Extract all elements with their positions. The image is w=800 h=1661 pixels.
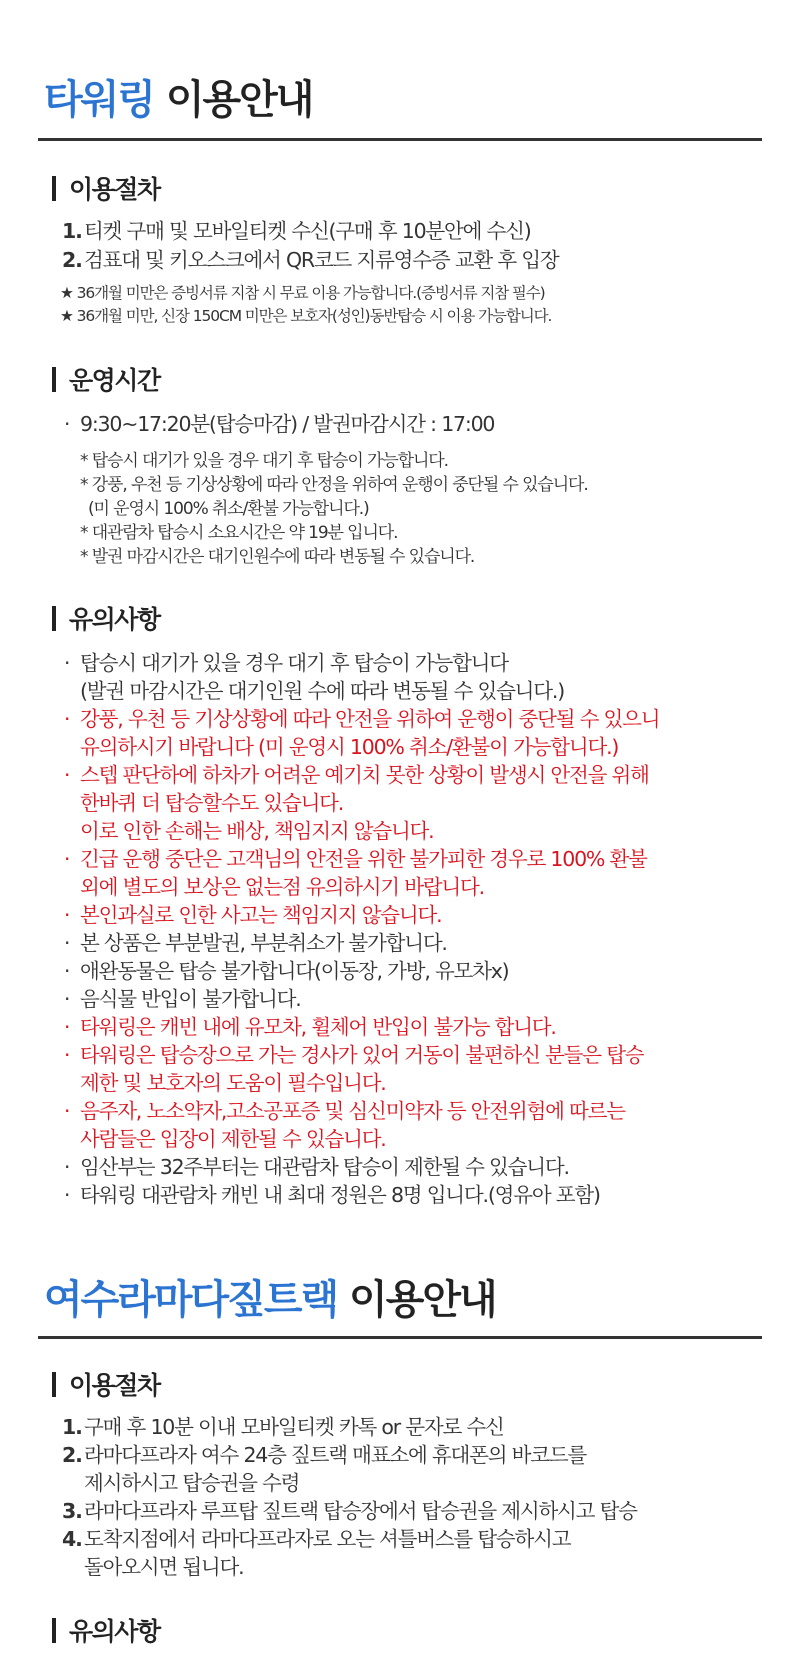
tower-caution-text: 타워링은 탑승장으로 가는 경사가 있어 거동이 불편하신 분들은 탑승 xyxy=(80,1043,644,1067)
heading-bar xyxy=(52,367,56,392)
bullet-dot: · xyxy=(64,987,70,1011)
step-number: 1. xyxy=(62,219,82,243)
tower-caution-text: (발권 마감시간은 대기인원 수에 따라 변동될 수 있습니다.) xyxy=(80,679,564,703)
step-number: 2. xyxy=(62,1443,82,1467)
step-text: 티켓 구매 및 모바일티켓 수신(구매 후 10분안에 수신) xyxy=(84,219,531,243)
tower-caution-text: 스텝 판단하에 하차가 어려운 예기치 못한 상황이 발생시 안전을 위해 xyxy=(80,763,649,787)
bullet-dot: · xyxy=(64,707,70,731)
heading-bar xyxy=(52,606,56,631)
tower-title-divider xyxy=(38,138,762,141)
bullet-dot: · xyxy=(64,959,70,983)
bullet-dot: · xyxy=(64,847,70,871)
tower-hours-heading-label: 운영시간 xyxy=(69,366,160,395)
zipline-procedure-heading xyxy=(52,1369,160,1399)
zipline-title-rest: 이용안내 xyxy=(337,1277,496,1323)
step-number: 4. xyxy=(62,1527,82,1551)
step-text: 도착지점에서 라마다프라자로 오는 셔틀버스를 탑승하시고 xyxy=(84,1527,571,1551)
bullet-dot: · xyxy=(64,763,70,787)
tower-title-highlight: 타워링 xyxy=(44,77,154,123)
tower-hours-heading xyxy=(52,364,160,394)
zipline-cautions-heading xyxy=(52,1615,160,1645)
tower-caution-text: 애완동물은 탑승 불가합니다(이동장, 가방, 유모차x) xyxy=(80,959,509,983)
bullet-dot: · xyxy=(64,1043,70,1067)
heading-bar xyxy=(52,1618,56,1643)
tower-caution-text: 이로 인한 손해는 배상, 책임지지 않습니다. xyxy=(80,819,434,843)
bullet-dot: · xyxy=(64,1183,70,1207)
tower-caution-text: 유의하시기 바랍니다 (미 운영시 100% 취소/환불이 가능합니다.) xyxy=(80,735,619,759)
tower-procedure-heading xyxy=(52,173,160,203)
tower-caution-text: 강풍, 우천 등 기상상황에 따라 안전을 위하여 운행이 중단될 수 있으니 xyxy=(80,707,660,731)
tower-caution-text: 음주자, 노소약자,고소공포증 및 심신미약자 등 안전위험에 따르는 xyxy=(80,1099,625,1123)
bullet-dot: · xyxy=(64,931,70,955)
step-number: 2. xyxy=(62,248,82,272)
tower-caution-text: 제한 및 보호자의 도움이 필수입니다. xyxy=(80,1071,386,1095)
zipline-title-highlight: 여수라마다짚트랙 xyxy=(44,1277,338,1323)
tower-caution-text: 본인과실로 인한 사고는 책임지지 않습니다. xyxy=(80,903,442,927)
bullet-dot: · xyxy=(64,1155,70,1179)
tower-hours-note: (미 운영시 100% 취소/환불 가능합니다.) xyxy=(88,499,369,519)
bullet-dot: · xyxy=(64,1099,70,1123)
bullet-dot: · xyxy=(64,1015,70,1039)
tower-cautions-heading xyxy=(52,603,160,633)
bullet-dot: · xyxy=(64,903,70,927)
step-text: 구매 후 10분 이내 모바일티켓 카톡 or 문자로 수신 xyxy=(84,1415,504,1439)
zipline-procedure-heading-label: 이용절차 xyxy=(69,1371,160,1400)
tower-caution-text: 음식물 반입이 불가합니다. xyxy=(80,987,301,1011)
tower-hours-note: * 강풍, 우천 등 기상상황에 따라 안정을 위하여 운행이 중단될 수 있습니다. xyxy=(80,475,588,495)
zipline-cautions-heading-label: 유의사항 xyxy=(69,1617,160,1646)
tower-caution-text: 타워링 대관람차 캐빈 내 최대 정원은 8명 입니다.(영유아 포함) xyxy=(80,1183,600,1207)
step-text: 라마다프라자 여수 24층 짚트랙 매표소에 휴대폰의 바코드를 xyxy=(84,1443,587,1467)
tower-caution-text: 탑승시 대기가 있을 경우 대기 후 탑승이 가능합니다 xyxy=(80,651,508,675)
heading-bar xyxy=(52,1372,56,1397)
tower-caution-text: 임산부는 32주부터는 대관람차 탑승이 제한될 수 있습니다. xyxy=(80,1155,569,1179)
step-text: 라마다프라자 루프탑 짚트랙 탑승장에서 탑승권을 제시하시고 탑승 xyxy=(84,1499,637,1523)
tower-hours-note: * 탑승시 대기가 있을 경우 대기 후 탑승이 가능합니다. xyxy=(80,451,448,471)
tower-title-rest: 이용안내 xyxy=(153,77,313,123)
tower-procedure-note: ★ 36개월 미만은 증빙서류 지참 시 무료 이용 가능합니다.(증빙서류 지참 필수) xyxy=(60,284,545,302)
step-number: 3. xyxy=(62,1499,82,1523)
step-number: 1. xyxy=(62,1415,82,1439)
tower-caution-text: 긴급 운행 중단은 고객님의 안전을 위한 불가피한 경우로 100% 환불 xyxy=(80,847,647,871)
zipline-title-divider xyxy=(38,1336,762,1339)
tower-hours-main-text: 9:30~17:20분(탑승마감) / 발권마감시간 : 17:00 xyxy=(80,412,495,436)
bullet-dot: · xyxy=(64,412,70,436)
tower-caution-text: 한바퀴 더 탑승할수도 있습니다. xyxy=(80,791,344,815)
tower-procedure-note: ★ 36개월 미만, 신장 150CM 미만은 보호자(성인)동반탑승 시 이용 가능합니다. xyxy=(60,307,552,325)
zipline-guide-title xyxy=(44,1278,496,1322)
tower-caution-text: 본 상품은 부분발권, 부분취소가 불가합니다. xyxy=(80,931,447,955)
tower-procedure-heading-label: 이용절차 xyxy=(69,175,160,204)
step-text: 제시하시고 탑승권을 수령 xyxy=(84,1471,300,1495)
bullet-dot: · xyxy=(64,651,70,675)
tower-cautions-heading-label: 유의사항 xyxy=(69,605,160,634)
tower-caution-text: 사람들은 입장이 제한될 수 있습니다. xyxy=(80,1127,386,1151)
step-text: 돌아오시면 됩니다. xyxy=(84,1555,244,1579)
tower-hours-note: * 대관람차 탑승시 소요시간은 약 19분 입니다. xyxy=(80,523,398,543)
tower-caution-text: 타워링은 캐빈 내에 유모차, 휠체어 반입이 불가능 합니다. xyxy=(80,1015,556,1039)
heading-bar xyxy=(52,176,56,201)
step-text: 검표대 및 키오스크에서 QR코드 지류영수증 교환 후 입장 xyxy=(84,248,559,272)
tower-guide-title xyxy=(44,78,312,122)
tower-caution-text: 외에 별도의 보상은 없는점 유의하시기 바랍니다. xyxy=(80,875,484,899)
tower-hours-note: * 발권 마감시간은 대기인원수에 따라 변동될 수 있습니다. xyxy=(80,547,475,567)
